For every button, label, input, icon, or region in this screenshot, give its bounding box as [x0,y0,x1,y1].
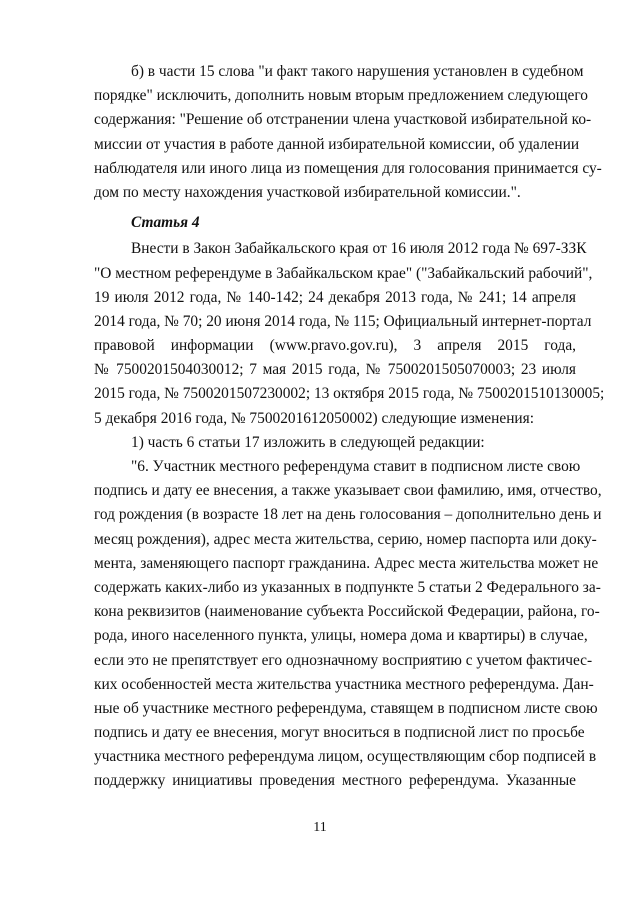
paragraph-line: содержания: "Решение об отстранении члена участковой избирательной ко- [94,111,592,129]
paragraph-line: 1) часть 6 статьи 17 изложить в следующей редакции: [131,433,485,451]
paragraph-line: № 7500201504030012; 7 мая 2015 года, № 7500201505070003; 23 июля [94,361,576,379]
paragraph-line: месяц рождения), адрес места жительства, серию, номер паспорта или доку- [94,530,597,548]
paragraph-line: дом по месту нахождения участковой избирательной комиссии.". [94,183,521,201]
paragraph-line: "6. Участник местного референдума ставит в подписном листе свою [131,458,581,475]
paragraph-line: 19 июля 2012 года, № 140-142; 24 декабря 2013 года, № 241; 14 апреля [94,288,576,306]
paragraph-line: 5 декабря 2016 года, № 7500201612050002) следующие изменения: [94,409,535,427]
paragraph-line: участника местного референдума лицом, осуществляющим сбор подписей в [94,748,597,766]
paragraph-line: ные об участнике местного референдума, ставящем в подписном листе свою [94,699,598,717]
paragraph-line: 2015 года, № 7500201507230002; 13 октября 2015 года, № 7500201510130005; [94,385,605,403]
paragraph-line: 2014 года, № 70; 20 июня 2014 года, № 115; Официальный интернет-портал [94,312,592,330]
paragraph-line: порядке" исключить, дополнить новым вторым предложением следующего [94,87,589,105]
paragraph-line: поддержку инициативы проведения местного референдума. Указанные [94,772,576,790]
paragraph-line: год рождения (в возрасте 18 лет на день голосования – дополнительно день и [94,506,602,524]
paragraph-line: правовой информации (www.pravo.gov.ru), 3 апреля 2015 года, [94,337,576,355]
article-heading: Статья 4 [131,214,200,232]
paragraph-line: содержать каких-либо из указанных в подпункте 5 статьи 2 Федерального за- [94,578,601,596]
paragraph-line: мента, заменяющего паспорт гражданина. Адрес места жительства может не [94,554,599,572]
paragraph-line: наблюдателя или иного лица из помещения для голосования принимается су- [94,159,602,177]
page-number: 11 [313,820,327,835]
paragraph-line: Внести в Закон Забайкальского края от 16 июля 2012 года № 697-ЗЗК [131,240,587,258]
paragraph-line: б) в части 15 слова "и факт такого нарушения установлен в судебном [131,63,584,80]
paragraph-line: рода, иного населенного пункта, улицы, номера дома и квартиры) в случае, [94,627,588,645]
paragraph-line: кона реквизитов (наименование субъекта Российской Федерации, района, го- [94,603,600,621]
paragraph-line: "О местном референдуме в Забайкальском крае" ("Забайкальский рабочий", [94,264,593,282]
paragraph-line: ких особенностей места жительства участника местного референдума. Дан- [94,675,594,693]
paragraph-line: подпись и дату ее внесения, могут вноситься в подписной лист по просьбе [94,724,585,742]
paragraph-line: подпись и дату ее внесения, а также указывает свои фамилию, имя, отчество, [94,482,602,500]
paragraph-line: миссии от участия в работе данной избирательной комиссии, об удалении [94,135,580,153]
body-text [94,60,605,794]
paragraph-line: если это не препятствует его однозначному восприятию с учетом фактичес- [94,651,593,669]
